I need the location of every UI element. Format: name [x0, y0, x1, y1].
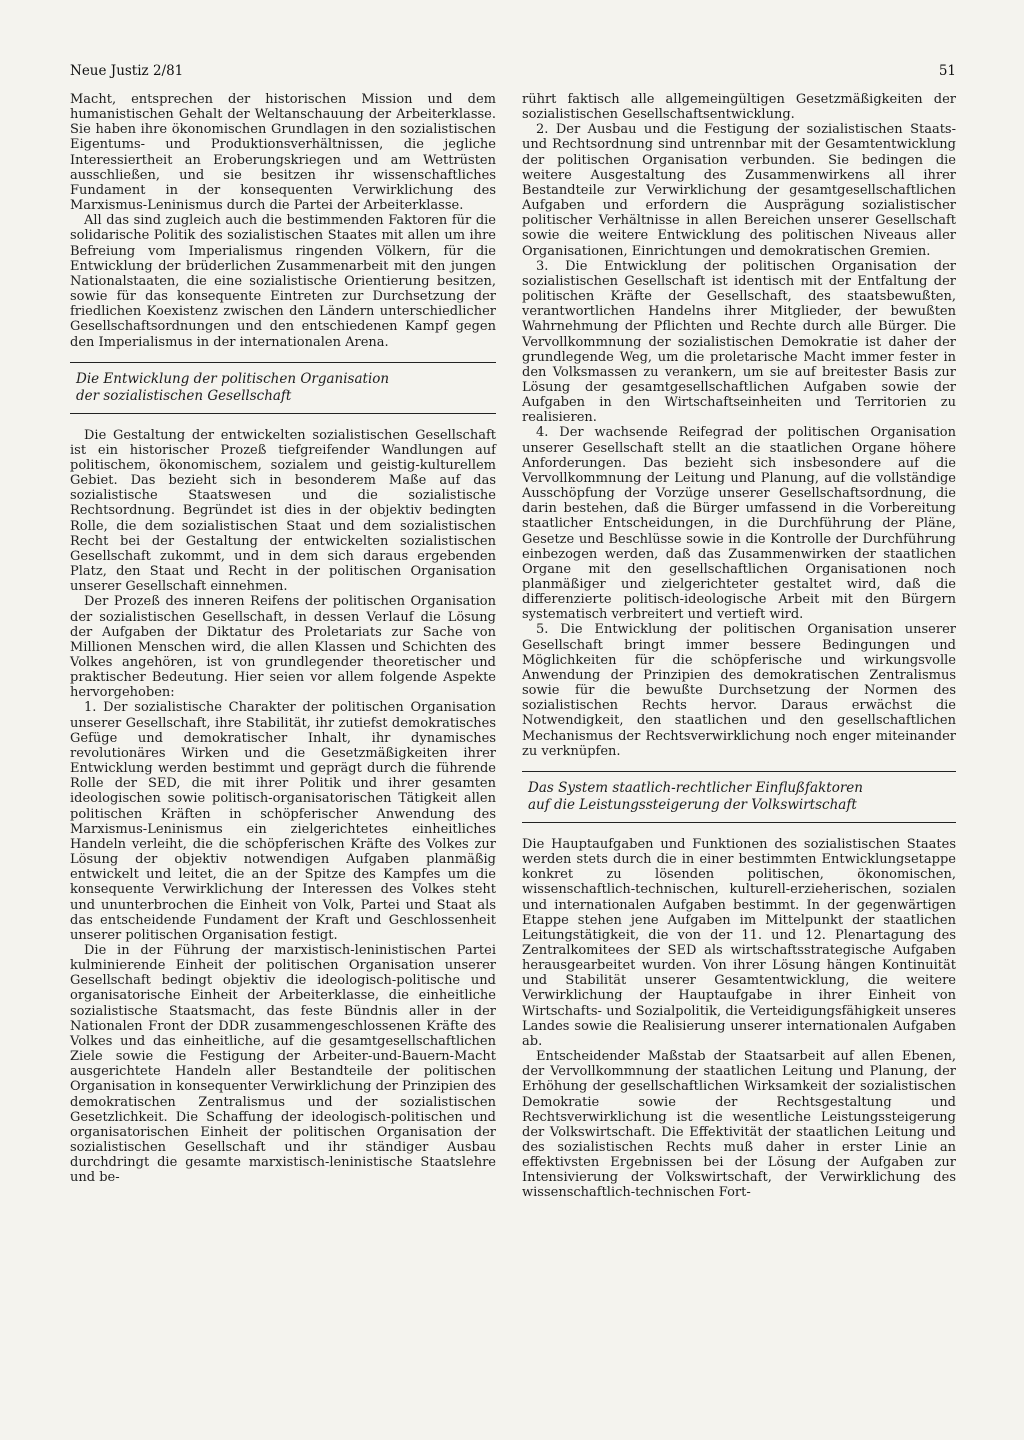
section-heading-line: auf die Leistungssteigerung der Volkswirtschaft — [528, 796, 857, 813]
paragraph: Die in der Führung der marxistisch-leninistischen Partei kulminierende Einheit der politischen Organisation unserer Gesellschaft bedingt objektiv die ideologisch-politische und organisatorische Einheit der Arbeiterklasse, die einheitliche sozialistische Staatsmacht, das feste Bündnis aller in der Nationalen Front der DDR zusammengeschlossenen Kräfte des Volkes und das einheitliche, auf die gesamtgesellschaftlichen Ziele sowie die Festigung der Arbeiter-und-Bauern-Macht ausgerichtete Handeln aller Bestandteile der politischen Organisation in konsequenter Verwirklichung der Prinzipien des demokratischen Zentralismus und der sozialistischen Gesetzlichkeit. Die Schaffung der ideologisch-politischen und organisatorischen Einheit der politischen Organisation der sozialistischen Gesellschaft und ihr ständiger Ausbau durchdringt die gesamte marxistisch-leninistische Staatslehre und be- — [70, 942, 496, 1186]
numbered-paragraph: 3. Die Entwicklung der politischen Organisation der sozialistischen Gesellschaft ist identisch mit der Entfaltung der politischen Kräfte der Gesellschaft, des staatsbewußten, verantwortlichen Handelns ihrer Mitglieder, der bewußten Wahrnehmung der Pflichten und Rechte durch alle Bürger. Die Vervollkommnung der sozialistischen Demokratie ist daher der grundlegende Weg, um die proletarische Macht immer fester in den Volksmassen zu verankern, um sie auf breitester Basis zur Lösung der gesamtgesellschaftlichen Aufgaben sowie der Aufgaben in den Wirtschaftseinheiten und Territorien zu realisieren. — [522, 258, 956, 426]
numbered-paragraph: 2. Der Ausbau und die Festigung der sozialistischen Staats- und Rechtsordnung sind untrennbar mit der Gesamtentwicklung der politischen Organisation verbunden. Sie bedingen die weitere Ausgestaltung des Zusammenwirkens all ihrer Bestandteile zur Verwirklichung der gesamtgesellschaftlichen Aufgaben und erfordern die Ausprägung sozialistischer politischer Verhältnisse in allen Bereichen unserer Gesellschaft sowie die weitere Entwicklung des politischen Niveaus aller Organisationen, Einrichtungen und demokratischen Gremien. — [522, 122, 956, 259]
section-heading — [522, 771, 956, 823]
numbered-paragraph: 4. Der wachsende Reifegrad der politischen Organisation unserer Gesellschaft stellt an die staatlichen Organe höhere Anforderungen. Das bezieht sich insbesondere auf die Vervollkommnung der Leitung und Planung, auf die vollständige Ausschöpfung der Vorzüge unserer Gesellschaftsordnung, die darin bestehen, daß die Bürger umfassend in die Vorbereitung staatlicher Entscheidungen, in die Durchführung der Pläne, Gesetze und Beschlüsse sowie in die Kontrolle der Durchführung einbezogen werden, daß das Zusammenwirken der staatlichen Organe mit den gesellschaftlichen Organisationen noch planmäßiger und zielgerichteter gestaltet wird, daß die differenzierte politisch-ideologische Arbeit mit den Bürgern systematisch verbreitert und vertieft wird. — [522, 425, 956, 623]
numbered-paragraph: 5. Die Entwicklung der politischen Organisation unserer Gesellschaft bringt immer bessere Bedingungen und Möglichkeiten für die schöpferische und wirkungsvolle Anwendung der Prinzipien des demokratischen Zentralismus sowie für die bewußte Durchsetzung der Normen des sozialistischen Rechts hervor. Daraus erwächst die Notwendigkeit, den staatlichen und den gesellschaftlichen Mechanismus der Rechtsverwirklichung noch enger miteinander zu verknüpfen. — [522, 622, 956, 759]
section-heading-line: der sozialistischen Gesellschaft — [76, 387, 292, 404]
section-heading-line: Die Entwicklung der politischen Organisation — [76, 370, 390, 387]
paragraph: Macht, entsprechen der historischen Mission und dem humanistischen Gehalt der Weltanschauung der Arbeiterklasse. Sie haben ihre ökonomischen Grundlagen in den sozialistischen Eigentums- und Produktionsverhältnissen, die jegliche Interessiertheit an Eroberungskriegen und am Wettrüsten ausschließen, und sie besitzen ihr wissenschaftliches Fundament in der konsequenten Verwirklichung des Marxismus-Leninismus durch die Partei der Arbeiterklasse. — [70, 92, 496, 214]
journal-title: Neue Justiz 2/81 — [70, 63, 184, 79]
paragraph: Die Gestaltung der entwickelten sozialistischen Gesellschaft ist ein historischer Prozeß tiefgreifender Wandlungen auf politischem, ökonomischem, sozialem und geistig-kulturellem Gebiet. Das bezieht sich in besonderem Maße auf das sozialistische Staatswesen und die sozialistische Rechtsordnung. Begründet ist dies in der objektiv bedingten Rolle, die dem sozialistischen Staat und dem sozialistischen Recht bei der Gestaltung der entwickelten sozialistischen Gesellschaft zukommt, und in dem sich daraus ergebenden Platz, den Staat und Recht in der politischen Organisation unserer Gesellschaft einnehmen. — [70, 427, 496, 595]
paragraph: Der Prozeß des inneren Reifens der politischen Organisation der sozialistischen Gesellschaft, in dessen Verlauf die Lösung der Aufgaben der Diktatur des Proletariats zur Sache von Millionen Menschen wird, die allen Klassen und Schichten des Volkes angehören, ist von grundlegender theoretischer und praktischer Bedeutung. Hier seien vor allem folgende Aspekte hervorgehoben: — [70, 594, 496, 701]
paragraph: Die Hauptaufgaben und Funktionen des sozialistischen Staates werden stets durch die in einer bestimmten Entwicklungsetappe konkret zu lösenden politischen, ökonomischen, wissenschaftlich-technischen, kulturell-erzieherischen, sozialen und internationalen Aufgaben bestimmt. In der gegenwärtigen Etappe stehen jene Aufgaben im Mittelpunkt der staatlichen Leitungstätigkeit, die von der 11. und 12. Plenartagung des Zentralkomitees der SED als wirtschaftsstrategische Aufgaben herausgearbeitet wurden. Von ihrer Lösung hängen Kontinuität und Stabilität unserer Gesamtentwicklung, die weitere Verwirklichung der Hauptaufgabe in ihrer Einheit von Wirtschafts- und Sozialpolitik, die Verteidigungsfähigkeit unseres Landes sowie die Realisierung unserer internationalen Aufgaben ab. — [522, 836, 956, 1049]
section-heading-line: Das System staatlich-rechtlicher Einflußfaktoren — [528, 779, 863, 796]
numbered-paragraph: 1. Der sozialistische Charakter der politischen Organisation unserer Gesellschaft, ihre Stabilität, ihr zutiefst demokratisches Gefüge und demokratischer Inhalt, ihr dynamisches revolutionäres Wirken und die Gesetzmäßigkeiten ihrer Entwicklung werden bestimmt und geprägt durch die führende Rolle der SED, die mit ihrer Politik und ihrer gesamten ideologischen sowie politisch-organisatorischen Tätigkeit allen politischen Kräften in schöpferischer Anwendung des Marxismus-Leninismus ein zielgerichtetes einheitliches Handeln verleiht, die die schöpferischen Kräfte des Volkes zur Lösung der objektiv notwendigen Aufgaben planmäßig entwickelt und leitet, die an der Spitze des Kampfes um die konsequente Verwirklichung der Interessen des Volkes steht und ununterbrochen die Einheit von Volk, Partei und Staat als das entscheidende Fundament der Kraft und Geschlossenheit unserer politischen Organisation festigt. — [70, 700, 496, 943]
section-heading — [70, 362, 496, 414]
page-number: 51 — [938, 63, 956, 79]
right-column — [522, 92, 956, 1201]
paragraph: Entscheidender Maßstab der Staatsarbeit auf allen Ebenen, der Vervollkommnung der staatlichen Leitung und Planung, der Erhöhung der gesellschaftlichen Wirksamkeit der sozialistischen Demokratie sowie der Rechtsgestaltung und Rechtsverwirklichung ist die wesentliche Leistungssteigerung der Volkswirtschaft. Die Effektivität der staatlichen Leitung und des sozialistischen Rechts muß daher in erster Linie an effektivsten Ergebnissen bei der Lösung der Aufgaben zur Intensivierung der Volkswirtschaft, der Verwirklichung des wissenschaftlich-technischen Fort- — [522, 1049, 956, 1201]
left-column — [70, 92, 496, 1185]
paragraph: rührt faktisch alle allgemeingültigen Gesetzmäßigkeiten der sozialistischen Gesellschaftsentwicklung. — [522, 92, 956, 123]
running-header — [70, 62, 956, 80]
paragraph: All das sind zugleich auch die bestimmenden Faktoren für die solidarische Politik des sozialistischen Staates mit allen um ihre Befreiung vom Imperialismus ringenden Völkern, für die Entwicklung der brüderlichen Zusammenarbeit mit den jungen Nationalstaaten, die eine sozialistische Orientierung besitzen, sowie für das konsequente Eintreten zur Durchsetzung der friedlichen Koexistenz zwischen den Ländern unterschiedlicher Gesellschaftsordnungen und den entschiedenen Kampf gegen den Imperialismus in der internationalen Arena. — [70, 213, 496, 350]
